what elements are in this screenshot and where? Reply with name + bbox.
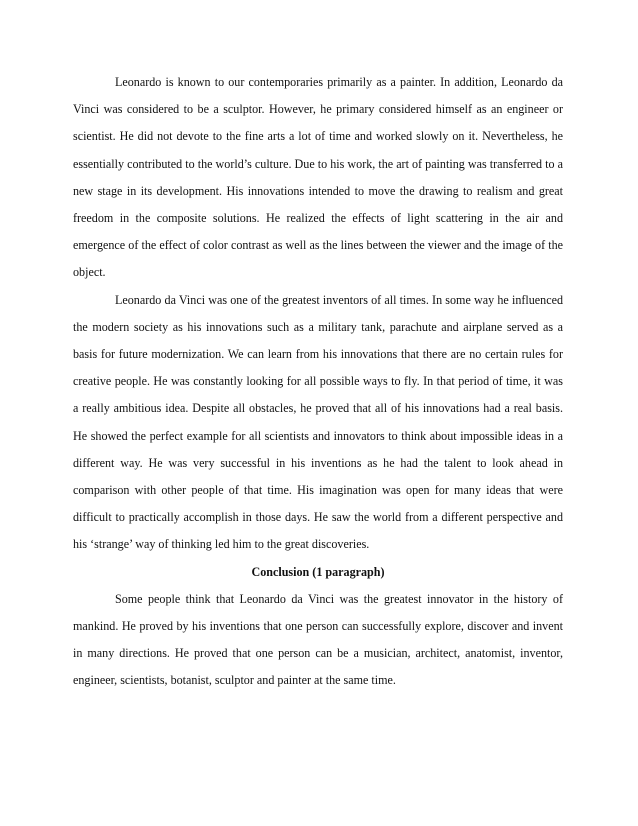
paragraph-conclusion: Some people think that Leonardo da Vinci was the greatest innovator in the history of mankind. He proved by his inventions that one person can successfully explore, discover and invent in many directions. He proved that one person can be a musician, architect, anatomist, inventor, engineer, scientists, botanist, sculptor and painter at the same time. — [73, 591, 563, 688]
document-body — [73, 69, 563, 695]
section-heading: Conclusion (1 paragraph) — [251, 564, 385, 579]
paragraph-inventions: Leonardo da Vinci was one of the greatest inventors of all times. In some way he influenced the modern society as his innovations such as a military tank, parachute and airplane served as a basis for future modernization. We can learn from his innovations that there are no certain rules for creative people. He was constantly looking for all possible ways to fly. In that period of time, it was a really ambitious idea. Despite all obstacles, he proved that all of his innovations had a real basis. He showed the perfect example for all scientists and innovators to think about impossible ideas in a different way. He was very successful in his inventions as he had the talent to look ahead in comparison with other people of that time. His imagination was open for many ideas that were difficult to practically accomplish in those days. He saw the world from a different perspective and his ‘strange’ way of thinking led him to the great discoveries. — [73, 292, 563, 552]
paragraph-painting: Leonardo is known to our contemporaries primarily as a painter. In addition, Leonardo da Vinci was considered to be a sculptor. However, he primary considered himself as an engineer or scientist. He did not devote to the fine arts a lot of time and worked slowly on it. Nevertheless, he essentially contributed to the world’s culture. Due to his work, the art of painting was transferred to a new stage in its development. His innovations intended to move the drawing to realism and great freedom in the composite solutions. He realized the effects of light scattering in the air and emergence of the effect of color contrast as well as the lines between the viewer and the image of the object. — [73, 75, 563, 280]
